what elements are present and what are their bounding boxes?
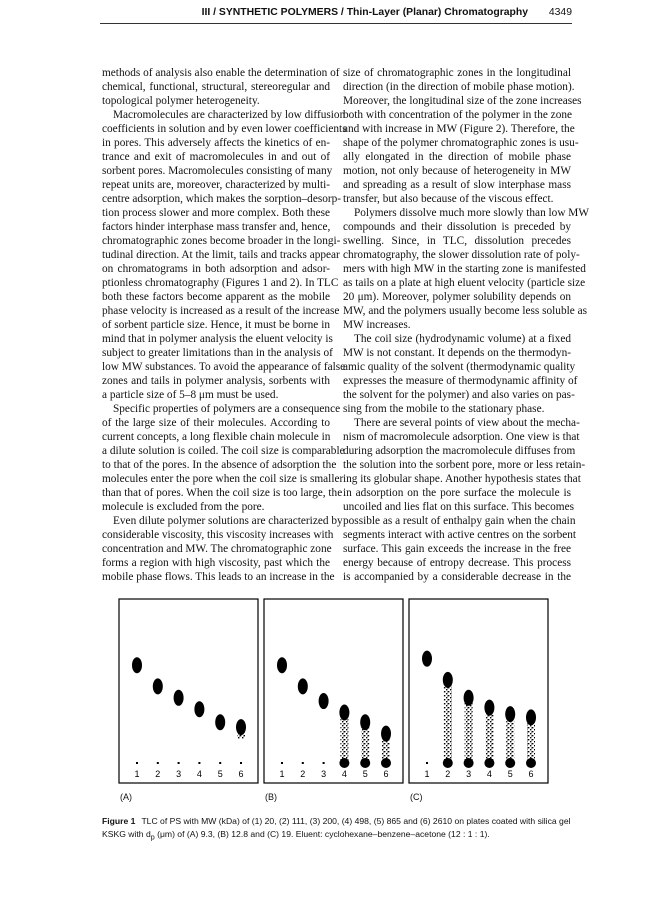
spot xyxy=(319,693,329,709)
spot xyxy=(236,719,246,735)
lane-number: 1 xyxy=(424,769,430,779)
paragraph xyxy=(102,108,347,402)
caption-text-end: (μm) of (A) 9.3, (B) 12.8 and (C) 19. Eluent: cyclohexane–benzene–acetone (12 : 1 : 1). xyxy=(154,828,490,839)
text-line: methods of analysis also enable the determination of xyxy=(102,67,340,79)
lane-number: 4 xyxy=(341,769,347,779)
text-line: transfer, but also because of the viscous effect. xyxy=(343,193,554,205)
lane-number: 2 xyxy=(445,769,451,779)
paragraph xyxy=(343,332,578,416)
lane-number: 3 xyxy=(466,769,472,779)
tail-smear xyxy=(444,680,452,763)
page-number: 4349 xyxy=(548,7,572,18)
text-line: Specific properties of polymers are a consequence xyxy=(113,403,341,415)
origin-mark xyxy=(302,762,304,764)
caption-subscript: p xyxy=(150,833,155,842)
text-line: ing its globular shape. Another hypothesis states that xyxy=(343,473,581,485)
text-line: tion process slower and more complex. Both these xyxy=(102,207,330,219)
text-line: chromatographic zones become broader in the longi- xyxy=(102,235,341,247)
text-line: both with concentration of the polymer in the zone xyxy=(343,109,573,121)
text-line: during adsorption the macromolecule diffuses from xyxy=(343,445,576,457)
text-line: amic quality of the solvent (thermodynamic quality xyxy=(343,361,576,373)
spot xyxy=(381,726,391,742)
origin-mark xyxy=(281,762,283,764)
origin-spot xyxy=(381,758,391,768)
text-line: current concepts, a long flexible chain molecule in xyxy=(102,431,331,443)
spot xyxy=(464,690,474,706)
origin-mark xyxy=(198,762,200,764)
tlc-plate xyxy=(119,599,258,783)
spot xyxy=(215,714,225,730)
text-line: to that of the pores. In the absence of adsorption the xyxy=(102,459,337,471)
text-line: is accompanied by a considerable decrease in the xyxy=(343,571,571,583)
paragraph xyxy=(343,206,590,332)
text-line: chromatography, the slower dissolution rate of poly- xyxy=(343,249,580,261)
text-line: mobile phase flows. This leads to an increase in the xyxy=(102,571,335,583)
text-line: shape of the polymer chromatographic zones is usu- xyxy=(343,137,579,149)
lane-number: 5 xyxy=(507,769,513,779)
text-line: molecules enter the pore when the coil size is smaller xyxy=(102,473,344,485)
origin-mark xyxy=(178,762,180,764)
text-line: both these factors become apparent as the mobile xyxy=(102,291,330,303)
origin-spot xyxy=(484,758,494,768)
spot xyxy=(339,704,349,720)
text-line: and with increase in MW (Figure 2). Therefore, the xyxy=(343,123,575,135)
caption-text: TLC of PS with MW (kDa) of (1) 20, (2) 111, (3) 200, (4) 498, (5) 865 and (6) 2610 on plates coated with silica gel KSKG with d xyxy=(102,816,571,839)
origin-spot xyxy=(443,758,453,768)
spot xyxy=(505,706,515,722)
text-line: in pores. This adversely affects the kinetics of en- xyxy=(102,137,330,149)
paragraph xyxy=(343,66,582,206)
lane-number: 3 xyxy=(176,769,182,779)
lane-number: 3 xyxy=(321,769,327,779)
spot xyxy=(132,657,142,673)
text-line: Even dilute polymer solutions are characterized by xyxy=(113,515,343,527)
paragraph xyxy=(102,402,345,514)
lane-number: 2 xyxy=(155,769,161,779)
origin-spot xyxy=(360,758,370,768)
plate-label-a: (A) xyxy=(120,792,132,802)
text-line: expresses the measure of thermodynamic affinity of xyxy=(343,375,578,387)
text-line: mers with high MW in the starting zone is manifested xyxy=(343,263,586,275)
lane-number: 1 xyxy=(134,769,140,779)
text-line: coefficients in solution and by even lower coefficients xyxy=(102,123,347,135)
spot xyxy=(360,714,370,730)
text-line: in adsorption on the pore surface the molecule is xyxy=(343,487,571,499)
spot xyxy=(484,700,494,716)
origin-mark xyxy=(240,762,242,764)
text-line: a dilute solution is coiled. The coil size is comparable xyxy=(102,445,345,457)
text-line: ptionless chromatography (Figures 1 and 2). In TLC xyxy=(102,277,339,289)
text-line: compounds and their dissolution is preceded by xyxy=(343,221,571,233)
text-line: swelling. Since, in TLC, dissolution precedes xyxy=(343,235,571,247)
text-line: MW, and the polymers usually become less soluble as xyxy=(343,305,587,317)
text-line: Macromolecules are characterized by low diffusion xyxy=(113,109,346,121)
tail-smear xyxy=(465,698,473,763)
spot xyxy=(422,651,432,667)
text-line: on chromatograms in both adsorption and adsor- xyxy=(102,263,330,275)
text-line: of the large size of their molecules. According to xyxy=(102,417,330,429)
text-line: low MW substances. To avoid the appearance of false xyxy=(102,361,346,373)
text-line: uncoiled and lies flat on this surface. This becomes xyxy=(343,501,575,513)
text-line: mind that in polymer analysis the eluent velocity is xyxy=(102,333,333,345)
text-line: MW increases. xyxy=(343,319,411,331)
text-line: energy because of entropy decrease. This process xyxy=(343,557,571,569)
text-line: tudinal direction. At the limit, tails and tracks appear xyxy=(102,249,340,261)
text-line: the solvent for the polymer) and also varies on pas- xyxy=(343,389,575,401)
spot xyxy=(153,678,163,694)
running-header xyxy=(100,7,572,24)
text-line: 20 μm). Moreover, polymer solubility depends on xyxy=(343,291,571,303)
text-line: zones and tails in polymer analysis, sorbents with xyxy=(102,375,330,387)
origin-mark xyxy=(219,762,221,764)
lane-number: 6 xyxy=(238,769,244,779)
text-column-right xyxy=(343,66,590,584)
text-line: phase velocity is increased as a result of the increase xyxy=(102,305,340,317)
origin-spot xyxy=(339,758,349,768)
lane-number: 4 xyxy=(486,769,492,779)
plate-label-b: (B) xyxy=(265,792,277,802)
text-line: nism of macromolecule adsorption. One view is that xyxy=(343,431,580,443)
spot xyxy=(194,701,204,717)
text-line: Polymers dissolve much more slowly than low MW xyxy=(354,207,590,219)
text-line: considerable viscosity, this viscosity increases with xyxy=(102,529,334,541)
text-line: chemical, functional, structural, stereoregular and xyxy=(102,81,330,93)
text-line: centre adsorption, which makes the sorption–desorp- xyxy=(102,193,342,205)
header-title: III / SYNTHETIC POLYMERS / Thin-Layer (Planar) Chromatography xyxy=(201,7,528,18)
lane-number: 4 xyxy=(196,769,202,779)
spot xyxy=(526,709,536,725)
origin-mark xyxy=(157,762,159,764)
text-line: direction (in the direction of mobile phase motion). xyxy=(343,81,575,93)
origin-spot xyxy=(505,758,515,768)
text-line: trance and exit of macromolecules in and out of xyxy=(102,151,330,163)
lane-number: 6 xyxy=(383,769,389,779)
text-line: subject to greater limitations than in the analysis of xyxy=(102,347,333,359)
text-line: possible as a result of enthalpy gain when the chain xyxy=(343,515,576,527)
text-line: concentration and MW. The chromatographic zone xyxy=(102,543,332,555)
text-line: factors hinder interphase mass transfer and, hence, xyxy=(102,221,331,233)
origin-mark xyxy=(323,762,325,764)
paragraph xyxy=(102,66,340,108)
text-line: There are several points of view about the mecha- xyxy=(354,417,580,429)
spot xyxy=(277,657,287,673)
text-line: topological polymer heterogeneity. xyxy=(102,95,260,107)
text-line: the solution into the sorbent pore, more or less retain- xyxy=(343,459,586,471)
caption-label: Figure 1 xyxy=(102,816,136,826)
text-line: Moreover, the longitudinal size of the zone increases xyxy=(343,95,582,107)
text-line: size of chromatographic zones in the longitudinal xyxy=(343,67,571,79)
text-column-left xyxy=(102,66,347,584)
origin-mark xyxy=(136,762,138,764)
text-line: of sorbent particle size. Hence, it must be borne in xyxy=(102,319,330,331)
text-line: segments interact with active centres on the sorbent xyxy=(343,529,577,541)
lane-number: 5 xyxy=(217,769,223,779)
text-line: repeat units are, moreover, characterized by multi- xyxy=(102,179,330,191)
lane-number: 2 xyxy=(300,769,306,779)
text-line: sorbent pores. Macromolecules consisting of many xyxy=(102,165,333,177)
origin-mark xyxy=(426,762,428,764)
lane-number: 6 xyxy=(528,769,534,779)
text-line: motion, not only because of heterogeneity in MW xyxy=(343,165,571,177)
origin-spot xyxy=(526,758,536,768)
paragraph xyxy=(102,514,343,584)
tlc-plates-figure xyxy=(100,595,570,795)
spot xyxy=(443,672,453,688)
text-line: surface. This gain exceeds the increase in the free xyxy=(343,543,571,555)
text-line: than that of pores. When the coil size is too large, the xyxy=(102,487,343,499)
text-line: sing from the mobile to the stationary phase. xyxy=(343,403,545,415)
text-line: a particle size of 5–8 μm must be used. xyxy=(102,389,279,401)
figure-caption xyxy=(102,815,572,844)
text-line: and spreading as a result of slow interphase mass xyxy=(343,179,571,191)
text-line: MW is not constant. It depends on the thermodyn- xyxy=(343,347,571,359)
spot xyxy=(298,678,308,694)
paragraph xyxy=(343,416,586,584)
text-line: ally elongated in the direction of mobile phase xyxy=(343,151,571,163)
lane-number: 5 xyxy=(362,769,368,779)
plate-label-c: (C) xyxy=(410,792,423,802)
origin-spot xyxy=(464,758,474,768)
text-line: The coil size (hydrodynamic volume) at a fixed xyxy=(354,333,571,345)
figure-1 xyxy=(100,595,570,805)
spot xyxy=(174,690,184,706)
tail-smear xyxy=(485,708,493,763)
lane-number: 1 xyxy=(279,769,285,779)
text-line: molecule is excluded from the pore. xyxy=(102,501,265,513)
text-line: forms a region with high viscosity, past which the xyxy=(102,557,330,569)
text-line: as tails on a plate at high eluent velocity (particle size xyxy=(343,277,586,289)
